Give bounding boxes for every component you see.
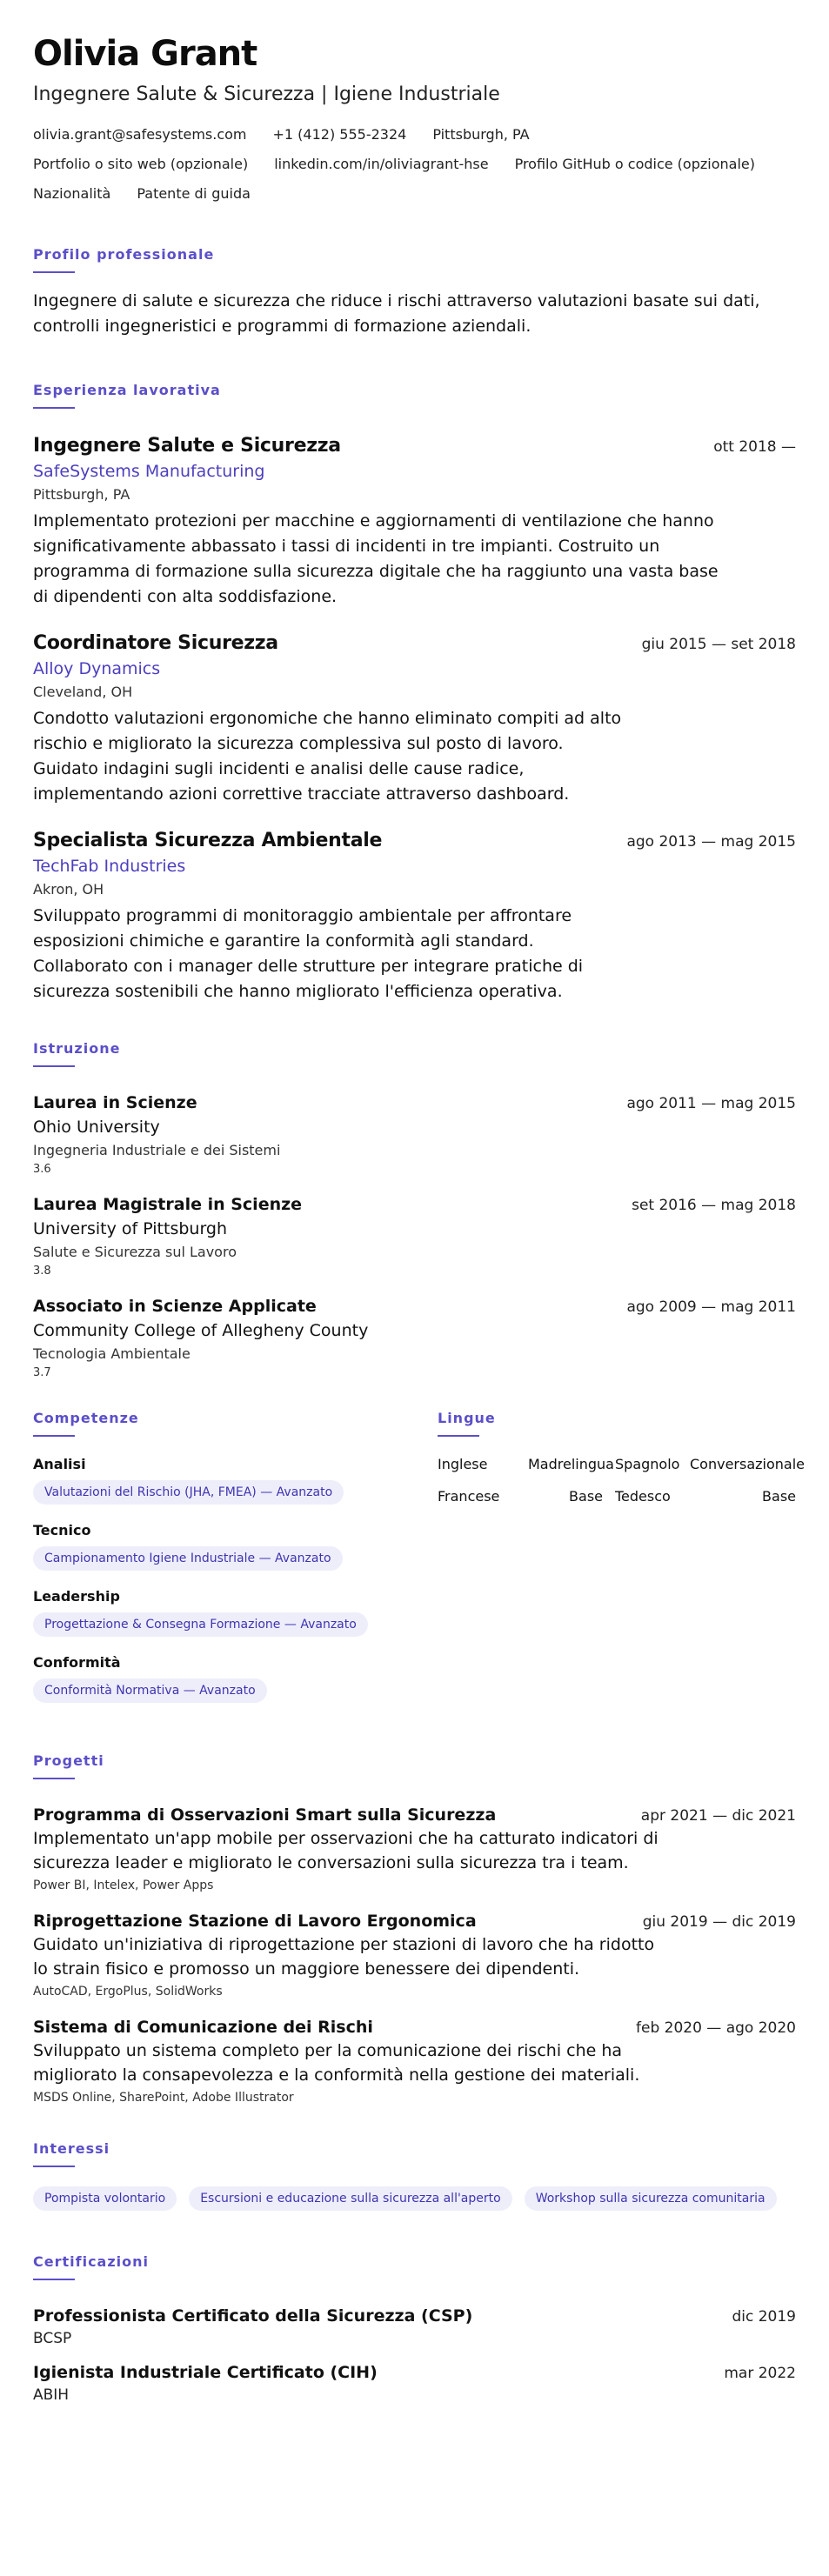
summary-text: Ingegnere di salute e sicurezza che riduce i rischi attraverso valutazioni basate sui dati, controlli ingegneristici e programmi di formazione aziendali. bbox=[33, 291, 760, 336]
education-date: set 2016 — mag 2018 bbox=[632, 1197, 796, 1214]
job-company: Alloy Dynamics bbox=[33, 659, 161, 678]
certification-entry bbox=[33, 2306, 796, 2347]
project-tools: AutoCAD, ErgoPlus, SolidWorks bbox=[33, 1985, 223, 1999]
skill-chip: Progettazione & Consegna Formazione — Avanzato bbox=[33, 1612, 368, 1637]
skill-category: Conformità bbox=[33, 1654, 121, 1671]
certification-issuer: ABIH bbox=[33, 2386, 70, 2404]
contact-github[interactable]: Profilo GitHub o codice (opzionale) bbox=[514, 156, 755, 172]
languages-section bbox=[438, 1409, 805, 1720]
education-entry bbox=[33, 1195, 796, 1278]
section-divider bbox=[33, 2166, 75, 2167]
contact-linkedin[interactable]: linkedin.com/in/oliviagrant-hse bbox=[274, 156, 489, 172]
skill-category: Leadership bbox=[33, 1588, 120, 1605]
job-entry bbox=[33, 830, 796, 1004]
resume-header bbox=[33, 31, 796, 214]
education-entry bbox=[33, 1093, 796, 1176]
experience-section bbox=[33, 381, 796, 1004]
section-title: Progetti bbox=[33, 1752, 104, 1769]
job-date: ago 2013 — mag 2015 bbox=[626, 833, 796, 851]
job-company: SafeSystems Manufacturing bbox=[33, 462, 265, 481]
contact-nationality: Nazionalità bbox=[33, 185, 111, 202]
project-title: Riprogettazione Stazione di Lavoro Ergonomica bbox=[33, 1912, 477, 1931]
project-tools: MSDS Online, SharePoint, Adobe Illustrator bbox=[33, 2091, 294, 2105]
skill-group bbox=[33, 1588, 438, 1637]
certification-name: Professionista Certificato della Sicurezza (CSP) bbox=[33, 2306, 473, 2326]
contact-email[interactable]: olivia.grant@safesystems.com bbox=[33, 126, 247, 143]
education-field: Tecnologia Ambientale bbox=[33, 1345, 191, 1362]
project-entry bbox=[33, 1912, 796, 1999]
language-name: Francese bbox=[438, 1488, 500, 1505]
skill-chip: Conformità Normativa — Avanzato bbox=[33, 1678, 267, 1703]
language-grid bbox=[438, 1456, 805, 1505]
job-title: Specialista Sicurezza Ambientale bbox=[33, 830, 383, 851]
certification-issuer: BCSP bbox=[33, 2330, 72, 2347]
job-location: Cleveland, OH bbox=[33, 684, 133, 700]
interests-section bbox=[33, 2139, 796, 2211]
project-date: giu 2019 — dic 2019 bbox=[642, 1913, 796, 1931]
job-date: ott 2018 — bbox=[713, 438, 796, 456]
education-date: ago 2011 — mag 2015 bbox=[626, 1095, 796, 1112]
education-gpa: 3.8 bbox=[33, 1265, 51, 1278]
language-level: Base bbox=[569, 1488, 603, 1505]
project-entry bbox=[33, 2018, 796, 2105]
interest-chip: Pompista volontario bbox=[33, 2186, 177, 2211]
certification-entry bbox=[33, 2363, 796, 2404]
project-date: feb 2020 — ago 2020 bbox=[636, 2019, 796, 2037]
education-date: ago 2009 — mag 2011 bbox=[626, 1298, 796, 1316]
skill-chip: Valutazioni del Rischio (JHA, FMEA) — Avanzato bbox=[33, 1480, 344, 1505]
project-date: apr 2021 — dic 2021 bbox=[640, 1807, 796, 1825]
project-title: Programma di Osservazioni Smart sulla Sicurezza bbox=[33, 1805, 497, 1825]
interest-chip: Workshop sulla sicurezza comunitaria bbox=[525, 2186, 777, 2211]
skill-category: Tecnico bbox=[33, 1522, 91, 1538]
job-title: Coordinatore Sicurezza bbox=[33, 632, 278, 654]
language-level: Conversazionale bbox=[690, 1456, 805, 1472]
job-date: giu 2015 — set 2018 bbox=[641, 636, 796, 653]
education-section bbox=[33, 1039, 796, 1379]
interest-chip: Escursioni e educazione sulla sicurezza all'aperto bbox=[189, 2186, 512, 2211]
project-description: Implementato un'app mobile per osservazioni che ha catturato indicatori di sicurezza leader e migliorato le conversazioni sulla sicurezza tra i team. bbox=[33, 1829, 659, 1872]
skill-group bbox=[33, 1522, 438, 1571]
section-title: Istruzione bbox=[33, 1040, 121, 1057]
project-description: Guidato un'iniziativa di riprogettazione per stazioni di lavoro che ha ridotto lo strain fisico e promosso un maggiore benessere dei dipendenti. bbox=[33, 1935, 655, 1979]
interest-list bbox=[33, 2186, 796, 2211]
section-title: Profilo professionale bbox=[33, 246, 215, 263]
section-divider bbox=[33, 1065, 75, 1067]
project-description: Sviluppato un sistema completo per la comunicazione dei rischi che ha migliorato la consapevolezza e la conformità nella gestione dei materiali. bbox=[33, 2041, 640, 2085]
section-divider bbox=[33, 1435, 75, 1437]
certifications-section bbox=[33, 2252, 796, 2404]
section-title: Esperienza lavorativa bbox=[33, 382, 221, 398]
section-divider bbox=[33, 407, 75, 409]
skill-group bbox=[33, 1654, 438, 1703]
education-gpa: 3.6 bbox=[33, 1163, 51, 1176]
education-degree: Associato in Scienze Applicate bbox=[33, 1297, 317, 1316]
language-name: Inglese bbox=[438, 1456, 488, 1472]
job-description: Implementato protezioni per macchine e aggiornamenti di ventilazione che hanno significativamente abbassato i tassi di incidenti in tre impianti. Costruito un programma di formazione sulla sicurezza digitale che ha raggiunto una vasta base di dipendenti con alta soddisfazione. bbox=[33, 511, 719, 606]
skills-languages-row bbox=[33, 1409, 805, 1720]
education-field: Ingegneria Industriale e dei Sistemi bbox=[33, 1142, 281, 1158]
education-entry bbox=[33, 1297, 796, 1379]
language-level: Base bbox=[762, 1488, 796, 1505]
section-title: Interessi bbox=[33, 2140, 110, 2157]
contact-license: Patente di guida bbox=[137, 185, 251, 202]
education-degree: Laurea in Scienze bbox=[33, 1093, 197, 1112]
contact-phone[interactable]: +1 (412) 555-2324 bbox=[272, 126, 407, 143]
skill-category: Analisi bbox=[33, 1456, 86, 1472]
skill-group bbox=[33, 1456, 438, 1505]
contact-list bbox=[33, 125, 796, 214]
job-location: Akron, OH bbox=[33, 881, 104, 898]
section-divider bbox=[33, 2279, 75, 2280]
project-title: Sistema di Comunicazione dei Rischi bbox=[33, 2018, 373, 2037]
education-school: University of Pittsburgh bbox=[33, 1219, 228, 1238]
job-description: Sviluppato programmi di monitoraggio ambientale per affrontare esposizioni chimiche e garantire la conformità agli standard. Collaborato con i manager delle strutture per integrare pratiche di sicurezza sostenibili che hanno migliorato l'efficienza operativa. bbox=[33, 906, 584, 1001]
skill-chip: Campionamento Igiene Industriale — Avanzato bbox=[33, 1546, 343, 1571]
job-title: Ingegnere Salute e Sicurezza bbox=[33, 435, 341, 457]
candidate-headline: Ingegnere Salute & Sicurezza | Igiene Industriale bbox=[33, 83, 500, 105]
job-description: Condotto valutazioni ergonomiche che hanno eliminato compiti ad alto rischio e migliorato la sicurezza complessiva sul posto di lavoro. Guidato indagini sugli incidenti e analisi delle cause radice, implementando azioni correttive tracciate attraverso dashboard. bbox=[33, 709, 622, 804]
candidate-name: Olivia Grant bbox=[33, 34, 257, 74]
language-name: Spagnolo bbox=[615, 1456, 680, 1472]
certification-date: mar 2022 bbox=[724, 2365, 796, 2382]
job-location: Pittsburgh, PA bbox=[33, 486, 130, 503]
language-level: Madrelingua bbox=[528, 1456, 614, 1472]
project-entry bbox=[33, 1805, 796, 1892]
job-entry bbox=[33, 632, 796, 807]
projects-section bbox=[33, 1752, 796, 2105]
project-tools: Power BI, Intelex, Power Apps bbox=[33, 1879, 214, 1892]
section-divider bbox=[33, 1778, 75, 1779]
section-title: Lingue bbox=[438, 1410, 496, 1426]
section-divider bbox=[33, 271, 75, 273]
education-degree: Laurea Magistrale in Scienze bbox=[33, 1195, 303, 1214]
certification-date: dic 2019 bbox=[732, 2308, 796, 2326]
certification-name: Igienista Industriale Certificato (CIH) bbox=[33, 2363, 378, 2382]
section-title: Competenze bbox=[33, 1410, 139, 1426]
education-school: Ohio University bbox=[33, 1118, 160, 1137]
education-field: Salute e Sicurezza sul Lavoro bbox=[33, 1244, 237, 1260]
contact-location: Pittsburgh, PA bbox=[432, 126, 530, 143]
skills-section bbox=[33, 1409, 438, 1720]
education-gpa: 3.7 bbox=[33, 1366, 51, 1379]
job-company: TechFab Industries bbox=[33, 857, 186, 876]
education-school: Community College of Allegheny County bbox=[33, 1321, 369, 1340]
summary-section bbox=[33, 245, 796, 339]
contact-portfolio[interactable]: Portfolio o sito web (opzionale) bbox=[33, 156, 249, 172]
section-divider bbox=[438, 1435, 479, 1437]
language-name: Tedesco bbox=[615, 1488, 671, 1505]
job-entry bbox=[33, 435, 796, 610]
section-title: Certificazioni bbox=[33, 2253, 150, 2270]
